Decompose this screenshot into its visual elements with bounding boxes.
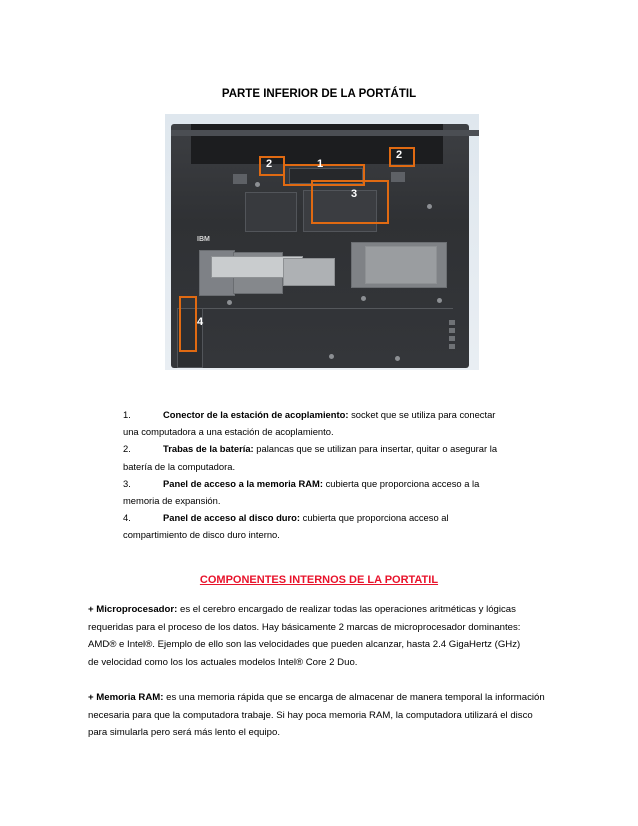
paragraph-term: + Memoria RAM: (88, 692, 164, 703)
list-item (123, 475, 543, 509)
paragraph-line: para simularla pero será más lento el equipo. (88, 727, 280, 738)
paragraph-line: AMD® e Intel®. Ejemplo de ello son las velocidades que pueden alcanzar, hasta 2.4 GigaHertz (GHz) (88, 639, 521, 650)
list-number: 4. (123, 512, 131, 524)
callout-number: 4 (197, 316, 204, 328)
list-term: Conector de la estación de acoplamiento: (163, 409, 349, 420)
laptop-bottom-photo (165, 114, 479, 370)
callout-box-3 (311, 180, 389, 224)
paragraph-term: + Microprocesador: (88, 604, 178, 615)
list-term: Trabas de la batería: (163, 443, 254, 455)
panel-seam (191, 308, 453, 309)
cert-marks (365, 246, 437, 284)
list-number: 2. (123, 443, 131, 455)
list-term: Panel de acceso a la memoria RAM: (163, 477, 323, 489)
vent (449, 344, 455, 349)
list-text: cubierta que proporciona acceso a la (322, 477, 480, 489)
callout-number: 2 (396, 149, 403, 161)
list-text: palancas que se utilizan para insertar, quitar o asegurar la (253, 443, 498, 455)
rail-edge (171, 130, 479, 136)
list-item (123, 406, 543, 440)
bottom-cover-left (245, 192, 297, 232)
list-text-cont: compartimiento de disco duro interno. (123, 529, 280, 541)
list-item (123, 509, 543, 543)
list-text-cont: batería de la computadora. (123, 460, 236, 472)
paragraph-line: requeridas para el proceso de los datos. Hay básicamente 2 marcas de microprocesador dominantes: (88, 621, 521, 633)
screw (395, 356, 400, 361)
barcode-sticker (283, 258, 335, 286)
page-title: PARTE INFERIOR DE LA PORTÁTIL (221, 88, 417, 100)
latch-left (233, 174, 247, 184)
screw (329, 354, 334, 359)
list-item (123, 440, 543, 474)
screw (427, 204, 432, 209)
callout-number: 2 (266, 158, 273, 170)
callout-number: 1 (317, 158, 324, 170)
list-term: Panel de acceso al disco duro: (163, 512, 301, 524)
paragraph-memoria-ram (88, 689, 570, 742)
paragraph-microprocesador (88, 601, 570, 671)
screw (255, 182, 260, 187)
list-text-cont: una computadora a una estación de acoplamiento. (123, 426, 334, 438)
paragraph-line: de velocidad como los los actuales modelos Intel® Core 2 Duo. (88, 656, 358, 668)
paragraph-line: necesaria para que la computadora trabaje. Si hay poca memoria RAM, la computadora utilizará el disco (88, 709, 533, 721)
vent (449, 320, 455, 325)
screw (437, 298, 442, 303)
section-heading: COMPONENTES INTERNOS DE LA PORTATIL (199, 574, 439, 586)
callout-box-4 (179, 296, 197, 352)
parts-list (123, 406, 543, 544)
latch-right (391, 172, 405, 182)
ibm-logo: IBM (197, 236, 210, 243)
screw (361, 296, 366, 301)
screw (227, 300, 232, 305)
vent (449, 328, 455, 333)
list-text: cubierta que proporciona acceso al (300, 512, 449, 524)
list-text: socket que se utiliza para conectar (348, 409, 496, 420)
paragraph-line: es el cerebro encargado de realizar todas las operaciones aritméticas y lógicas (177, 604, 516, 615)
list-number: 1. (123, 409, 131, 420)
callout-number: 3 (351, 188, 358, 200)
list-number: 3. (123, 477, 131, 489)
paragraph-line: es una memoria rápida que se encarga de almacenar de manera temporal la información (163, 692, 545, 703)
list-text-cont: memoria de expansión. (123, 495, 221, 507)
vent (449, 336, 455, 341)
